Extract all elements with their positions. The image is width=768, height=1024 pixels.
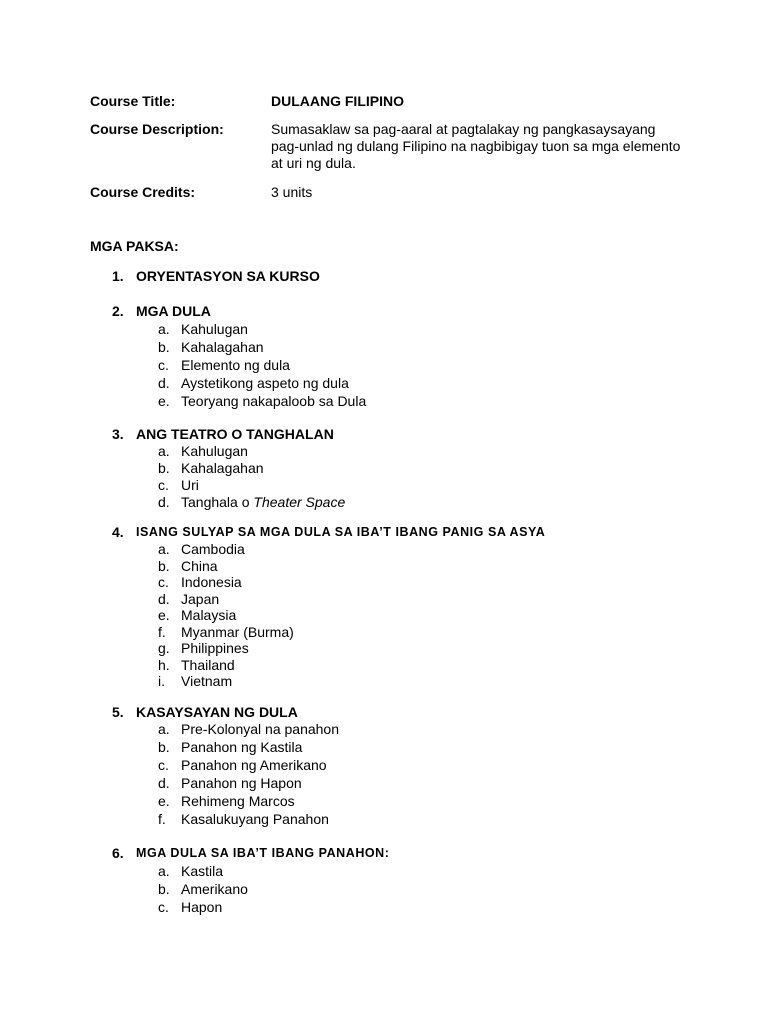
- list-item: b. China: [158, 557, 218, 574]
- list-item: b. Amerikano: [158, 881, 248, 897]
- course-title-value: DULAANG FILIPINO: [271, 93, 404, 109]
- course-description-row: [90, 121, 690, 173]
- subtopic-list: [112, 541, 712, 690]
- list-item: a. Pre-Kolonyal na panahon: [158, 721, 340, 737]
- list-item: g. Philippines: [158, 640, 249, 656]
- course-description-label: Course Description:: [90, 121, 224, 137]
- list-item: h. Thailand: [158, 656, 235, 673]
- topic-5: [112, 704, 712, 829]
- course-title-row: [90, 93, 690, 113]
- topic-number: 4.: [112, 524, 124, 540]
- topic-number: 6.: [112, 845, 124, 861]
- list-item: d. Panahon ng Hapon: [158, 775, 302, 791]
- subtopic-list: [112, 443, 712, 511]
- topic-title: MGA DULA: [136, 303, 211, 319]
- topic-number: 2.: [112, 303, 124, 319]
- list-item: e. Malaysia: [158, 607, 237, 623]
- list-item: a. Cambodia: [158, 541, 245, 557]
- subtopic-list: [112, 721, 712, 829]
- topic-number: 5.: [112, 704, 124, 720]
- topic-3: [112, 426, 712, 511]
- topics-heading: MGA PAKSA:: [90, 238, 179, 254]
- list-item: b. Kahalagahan: [158, 339, 264, 355]
- topic-2: [112, 303, 712, 411]
- list-item: e. Teoryang nakapaloob sa Dula: [158, 393, 367, 409]
- course-description-value: Sumasaklaw sa pag-aaral at pagtalakay ng pangkasaysayang pag-unlad ng dulang Filipino na nagbibigay tuon sa mga elemento at uri ng dula.: [271, 121, 681, 171]
- topic-1: [112, 268, 712, 285]
- subtopic-list: [112, 321, 712, 411]
- list-item: c. Indonesia: [158, 574, 242, 590]
- list-item: a. Kastila: [158, 863, 224, 879]
- list-item: a. Kahulugan: [158, 321, 248, 337]
- list-item: c. Hapon: [158, 899, 223, 915]
- topic-title: KASAYSAYAN NG DULA: [136, 704, 298, 720]
- topic-title: ANG TEATRO O TANGHALAN: [136, 426, 334, 442]
- list-item: b. Panahon ng Kastila: [158, 739, 303, 755]
- topic-title: MGA DULA SA IBA’T IBANG PANAHON:: [136, 846, 390, 860]
- list-item: d. Japan: [158, 590, 220, 607]
- list-item: f. Kasalukuyang Panahon: [158, 811, 329, 827]
- topic-title: ISANG SULYAP SA MGA DULA SA IBA’T IBANG PANIG SA ASYA: [136, 525, 546, 539]
- list-item: c. Elemento ng dula: [158, 357, 290, 373]
- list-item: a. Kahulugan: [158, 443, 248, 459]
- topic-number: 3.: [112, 426, 124, 442]
- list-item: d. Tanghala o Theater Space: [158, 494, 346, 510]
- subtopic-list: [112, 863, 712, 917]
- course-credits-label: Course Credits:: [90, 184, 196, 200]
- list-item: c. Panahon ng Amerikano: [158, 757, 327, 773]
- course-credits-value: 3 units: [271, 184, 313, 200]
- topic-4: [112, 524, 712, 690]
- list-item: d. Aystetikong aspeto ng dula: [158, 375, 349, 391]
- course-credits-row: [90, 184, 690, 204]
- list-item: f. Myanmar (Burma): [158, 623, 294, 640]
- course-title-label: Course Title:: [90, 93, 176, 109]
- topic-title: ORYENTASYON SA KURSO: [136, 268, 320, 284]
- list-item: e. Rehimeng Marcos: [158, 793, 295, 809]
- topic-number: 1.: [112, 268, 124, 284]
- list-item: i. Vietnam: [158, 673, 233, 689]
- topic-6: [112, 845, 712, 917]
- list-item: b. Kahalagahan: [158, 460, 264, 476]
- list-item: c. Uri: [158, 477, 199, 493]
